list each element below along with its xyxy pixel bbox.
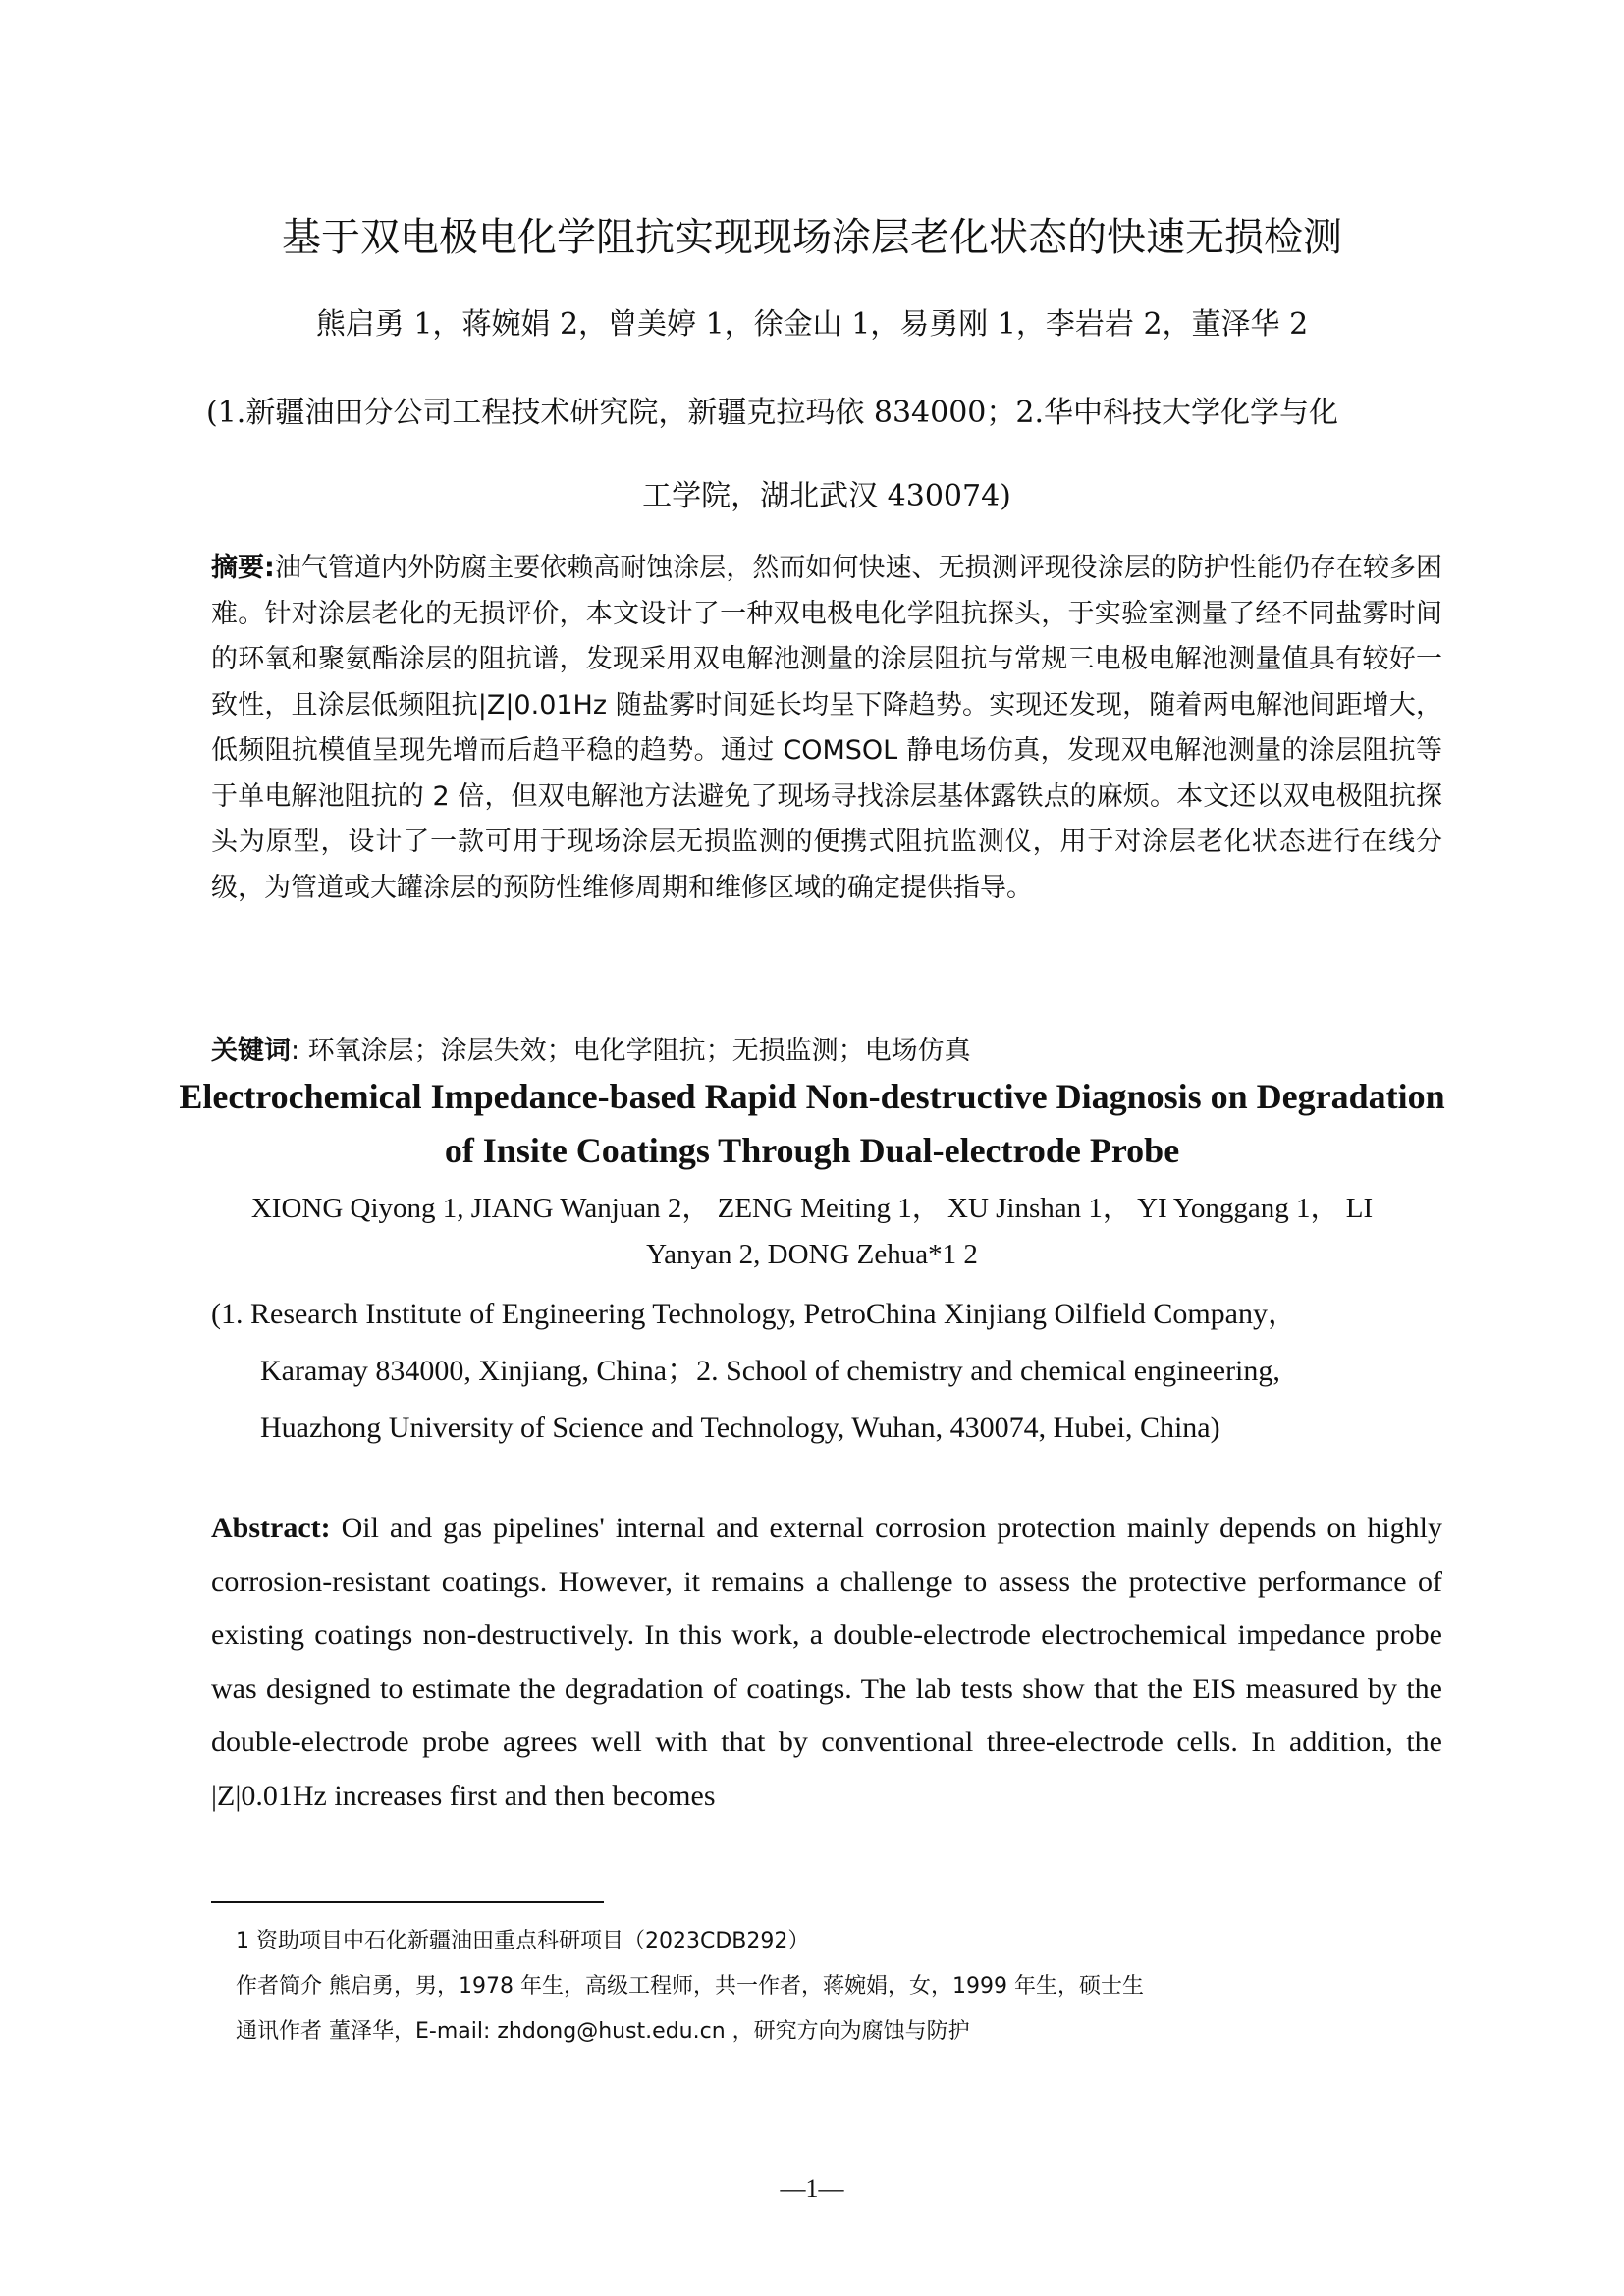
abstract-chinese-text: 油气管道内外防腐主要依赖高耐蚀涂层，然而如何快速、无损测评现役涂层的防护性能仍存在较多困难。针对涂层老化的无损评价，本文设计了一种双电极电化学阻抗探头，于实验室测量了经不同盐雾时间的环氧和聚氨酯涂层的阻抗谱，发现采用双电解池测量的涂层阻抗与常规三电极电解池测量值具有较好一致性，且涂层低频阻抗|Z|0.01Hz 随盐雾时间延长均呈下降趋势。实现还发现，随着两电解池间距增大，低频阻抗模值呈现先增而后趋平稳的趋势。通过 COMSOL 静电场仿真，发现双电解池测量的涂层阻抗等于单电解池阻抗的 2 倍，但双电解池方法避免了现场寻找涂层基体露铁点的麻烦。本文还以双电极阻抗探头为原型，设计了一款可用于现场涂层无损监测的便携式阻抗监测仪，用于对涂层老化状态进行在线分级，为管道或大罐涂层的预防性维修周期和维修区域的确定提供指导。 — [211, 553, 1442, 903]
title-english: Electrochemical Impedance-based Rapid Non-destructive Diagnosis on Degradation of Insite Coatings Through Dual-electrode Probe — [179, 1077, 1445, 1170]
keywords-chinese-text: : 环氧涂层；涂层失效；电化学阻抗；无损监测；电场仿真 — [291, 1036, 971, 1066]
footnotes — [236, 1919, 1443, 2055]
affiliation-english-line3: Huazhong University of Science and Technology, Wuhan, 430074, Hubei, China) — [260, 1412, 1220, 1444]
keywords-chinese-label: 关键词 — [211, 1036, 291, 1066]
footnote-corresponding-author: 通讯作者 董泽华，E-mail: zhdong@hust.edu.cn ，研究方向为腐蚀与防护 — [236, 2019, 970, 2044]
footnote-divider — [211, 1901, 604, 1903]
title-chinese: 基于双电极电化学阻抗实现现场涂层老化状态的快速无损检测 — [282, 215, 1342, 260]
affiliation-english — [211, 1286, 1448, 1457]
abstract-english-label: Abstract: — [211, 1512, 331, 1544]
footnote-author-bio: 作者简介 熊启勇，男，1978 年生，高级工程师，共一作者，蒋婉娟，女，1999 年生，硕士生 — [236, 1974, 1144, 1999]
footnote-funding: 1 资助项目中石化新疆油田重点科研项目（2023CDB292） — [236, 1929, 810, 1953]
affiliation-chinese-line2: 工学院，湖北武汉 430074) — [642, 479, 1011, 513]
authors-english-line1: XIONG Qiyong 1, JIANG Wanjuan 2， ZENG Meiting 1， XU Jinshan 1， YI Yonggang 1， LI — [250, 1193, 1374, 1224]
affiliation-english-line1: (1. Research Institute of Engineering Technology, PetroChina Xinjiang Oilfield Company， — [211, 1298, 1298, 1330]
abstract-english — [211, 1502, 1442, 1823]
affiliation-english-line2: Karamay 834000, Xinjiang, China；2. School of chemistry and chemical engineering, — [260, 1355, 1280, 1387]
abstract-chinese — [211, 546, 1442, 911]
page-number: —1— — [780, 2174, 844, 2203]
authors-english-line2: Yanyan 2, DONG Zehua*1 2 — [646, 1239, 978, 1270]
keywords-chinese — [211, 1029, 1442, 1067]
authors-chinese: 熊启勇 1，蒋婉娟 2，曾美婷 1，徐金山 1，易勇刚 1，李岩岩 2，董泽华 2 — [315, 307, 1309, 342]
abstract-english-text: Oil and gas pipelines' internal and external corrosion protection mainly depends on highly corrosion-resistant coatings. However, it remains a challenge to assess the protective performance of existing coatings non-destructively. In this work, a double-electrode electrochemical impedance probe was designed to estimate the degradation of coatings. The lab tests show that the EIS measured by the double-electrode probe agrees well with that by conventional three-electrode cells. In addition, the |Z|0.01Hz increases first and then becomes — [211, 1512, 1442, 1812]
abstract-chinese-label: 摘要: — [211, 553, 275, 583]
affiliation-chinese-line1: (1.新疆油田分公司工程技术研究院，新疆克拉玛依 834000；2.华中科技大学化学与化 — [206, 396, 1339, 430]
